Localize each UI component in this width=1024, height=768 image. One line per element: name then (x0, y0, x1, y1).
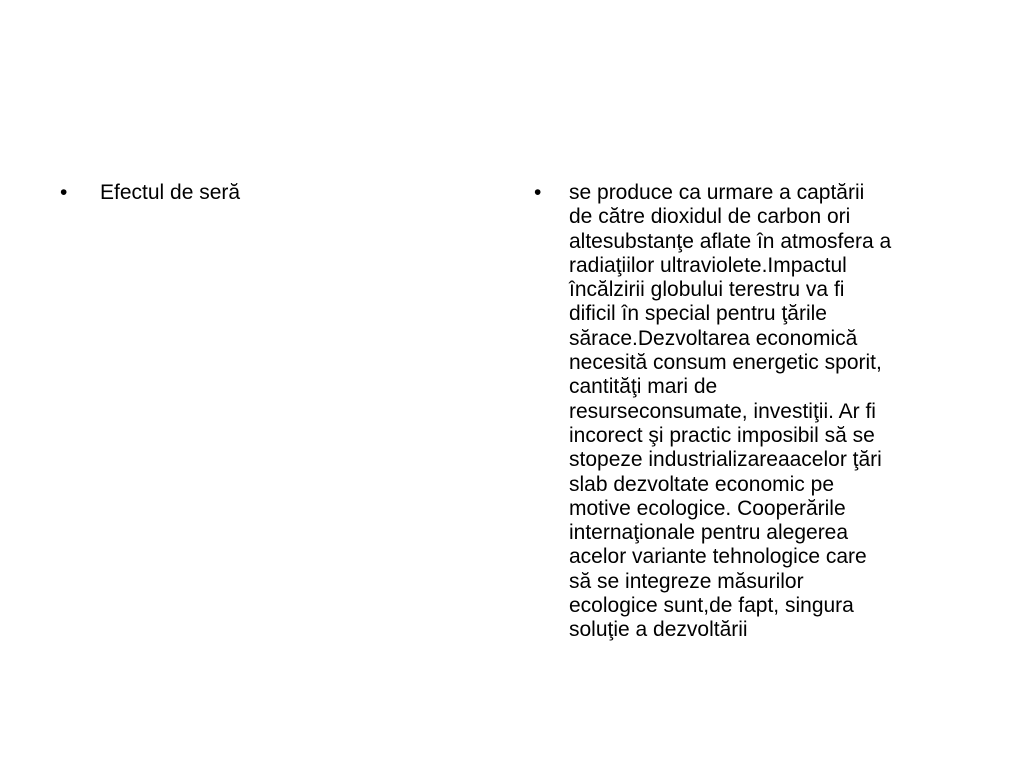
left-bullet-list (58, 181, 478, 205)
definition-text: se produce ca urmare a captării de către dioxidul de carbon ori altesubstanţe aflate în atmosfera a radiaţiilor ultraviolete.Impactul încălzirii globului terestru va fi dificil în special pentru ţările sărace.Dezvoltarea economică necesită consum energetic sporit, cantităţi mari de resurseconsumate, investiţii. Ar fi incorect şi practic imposibil să se stopeze industrializareaacelor ţări slab dezvoltate economic pe motive ecologice. Cooperările internaţionale pentru alegerea acelor variante tehnologice care să se integreze măsurilor ecologice sunt,de fapt, singura soluţie a dezvoltării (569, 181, 892, 642)
right-bullet-list (532, 181, 972, 643)
bullet-item-definition (532, 181, 972, 643)
bullet-icon: • (534, 181, 542, 204)
term-text: Efectul de seră (100, 181, 241, 204)
bullet-icon: • (60, 181, 68, 204)
bullet-item-term (58, 181, 478, 205)
